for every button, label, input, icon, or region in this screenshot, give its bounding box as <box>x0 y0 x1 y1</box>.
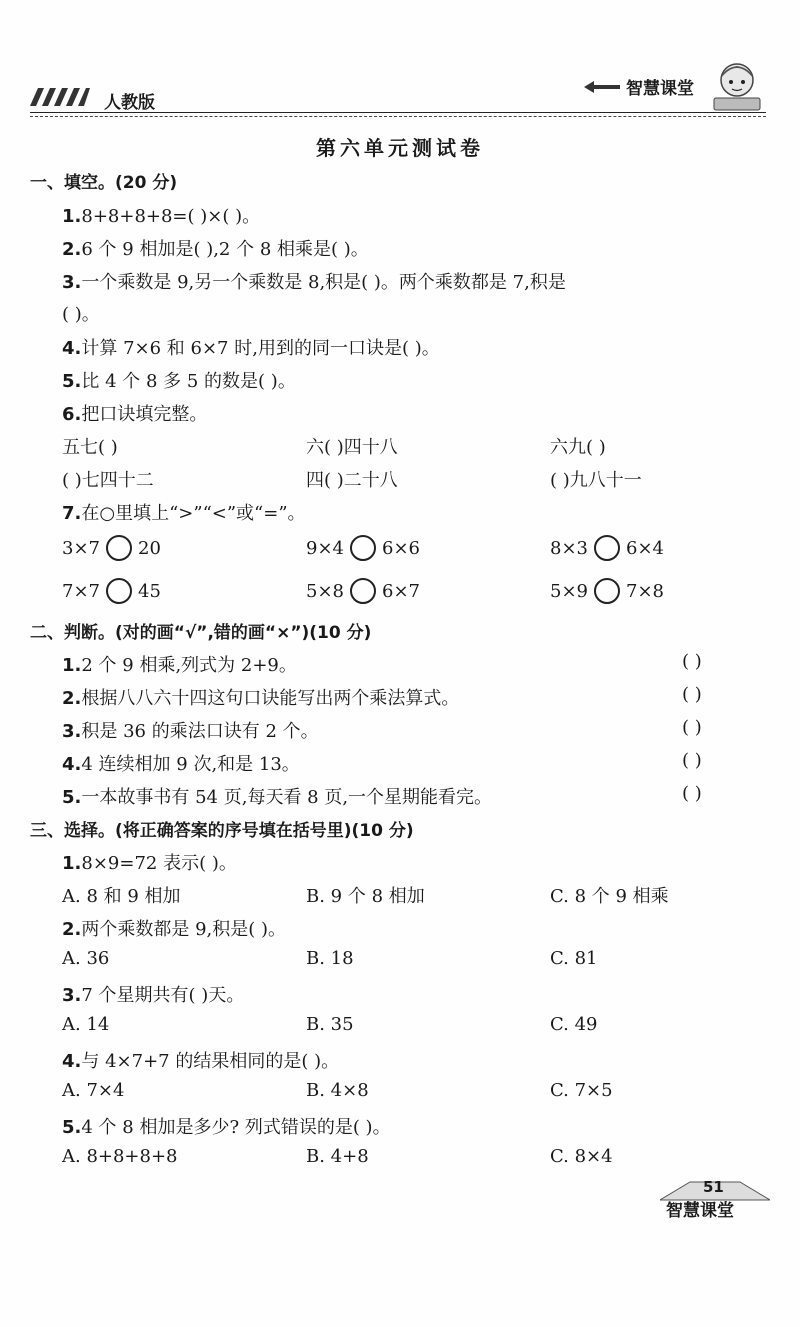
option[interactable]: C. 8 个 9 相乘 <box>550 886 669 907</box>
mnemonic-blank: ( )九八十一 <box>550 470 642 491</box>
option[interactable]: B. 4×8 <box>306 1080 369 1101</box>
s3-question: 3.7 个星期共有( )天。 <box>62 985 245 1006</box>
compare-item: 3×7 20 <box>62 535 161 561</box>
mnemonic-blank: ( )七四十二 <box>62 470 154 491</box>
answer-paren[interactable]: ( ) <box>682 717 702 738</box>
s2-item: 1.2 个 9 相乘,列式为 2+9。 <box>62 655 297 676</box>
option[interactable]: A. 8+8+8+8 <box>62 1146 178 1167</box>
answer-paren[interactable]: ( ) <box>682 750 702 771</box>
compare-circle[interactable] <box>106 535 132 561</box>
s3-question: 4.与 4×7+7 的结果相同的是( )。 <box>62 1051 340 1072</box>
answer-paren[interactable]: ( ) <box>682 684 702 705</box>
mnemonic-blank: 四( )二十八 <box>306 470 398 491</box>
s3-question: 5.4 个 8 相加是多少? 列式错误的是( )。 <box>62 1117 391 1138</box>
compare-circle[interactable] <box>106 578 132 604</box>
section-3-heading: 三、选择。(将正确答案的序号填在括号里)(10 分) <box>30 821 414 841</box>
s1-question-3-continued: ( )。 <box>62 304 100 325</box>
question-text: 一个乘数是 9,另一个乘数是 8,积是( )。两个乘数都是 7,积是 <box>81 272 566 293</box>
section-1-heading: 一、填空。(20 分) <box>30 173 178 193</box>
compare-item: 9×4 6×6 <box>306 535 420 561</box>
s2-item: 4.4 连续相加 9 次,和是 13。 <box>62 754 300 775</box>
option[interactable]: C. 7×5 <box>550 1080 613 1101</box>
compare-item: 5×9 7×8 <box>550 578 664 604</box>
option[interactable]: A. 36 <box>62 948 110 969</box>
option[interactable]: B. 35 <box>306 1014 354 1035</box>
option[interactable]: B. 18 <box>306 948 354 969</box>
s1-question-5 <box>62 367 296 393</box>
question-number: 7. <box>62 503 82 524</box>
compare-circle[interactable] <box>350 578 376 604</box>
option[interactable]: A. 7×4 <box>62 1080 125 1101</box>
header-dashed-rule <box>30 116 766 117</box>
mnemonic-blank: 六( )四十八 <box>306 437 398 458</box>
question-text: 6 个 9 相加是( ),2 个 8 相乘是( )。 <box>81 239 369 260</box>
arrow-left-icon <box>584 81 620 93</box>
question-number: 2. <box>62 239 82 260</box>
option[interactable]: C. 81 <box>550 948 598 969</box>
question-text: 计算 7×6 和 6×7 时,用到的同一口诀是( )。 <box>81 338 440 359</box>
option[interactable]: A. 14 <box>62 1014 110 1035</box>
s3-question: 1.8×9=72 表示( )。 <box>62 853 237 874</box>
footer-brand: 智慧课堂 <box>666 1201 734 1221</box>
question-text: 把口诀填完整。 <box>81 404 208 425</box>
question-number: 4. <box>62 338 82 359</box>
s1-question-6 <box>62 400 207 426</box>
header-brand <box>584 74 694 99</box>
question-number: 5. <box>62 371 82 392</box>
header-brand-text: 智慧课堂 <box>626 79 694 99</box>
compare-item: 7×7 45 <box>62 578 161 604</box>
header-rule <box>30 112 766 113</box>
header-stripes-decoration <box>30 88 90 106</box>
s1-question-3 <box>62 268 566 294</box>
s1-question-4 <box>62 334 440 360</box>
header-edition: 人教版 <box>104 93 155 113</box>
option[interactable]: A. 8 和 9 相加 <box>62 886 181 907</box>
mnemonic-blank: 五七( ) <box>62 437 118 458</box>
girl-mascot-icon <box>706 56 768 112</box>
question-number: 3. <box>62 272 82 293</box>
s2-item: 3.积是 36 的乘法口诀有 2 个。 <box>62 721 319 742</box>
option[interactable]: C. 8×4 <box>550 1146 613 1167</box>
question-number: 1. <box>62 206 82 227</box>
question-text: 在○里填上“>”“<”或“=”。 <box>81 503 306 524</box>
option[interactable]: B. 4+8 <box>306 1146 369 1167</box>
s3-question: 2.两个乘数都是 9,积是( )。 <box>62 919 287 940</box>
mnemonic-blank: 六九( ) <box>550 437 606 458</box>
s2-item: 5.一本故事书有 54 页,每天看 8 页,一个星期能看完。 <box>62 787 493 808</box>
answer-paren[interactable]: ( ) <box>682 651 702 672</box>
compare-circle[interactable] <box>594 535 620 561</box>
compare-circle[interactable] <box>350 535 376 561</box>
s1-question-2 <box>62 235 369 261</box>
page-number: 51 <box>703 1178 724 1196</box>
compare-item: 8×3 6×4 <box>550 535 664 561</box>
option[interactable]: B. 9 个 8 相加 <box>306 886 425 907</box>
section-2-heading: 二、判断。(对的画“√”,错的画“×”)(10 分) <box>30 623 372 643</box>
answer-paren[interactable]: ( ) <box>682 783 702 804</box>
question-number: 6. <box>62 404 82 425</box>
option[interactable]: C. 49 <box>550 1014 598 1035</box>
s1-question-1 <box>62 202 260 228</box>
question-text: 比 4 个 8 多 5 的数是( )。 <box>81 371 296 392</box>
compare-circle[interactable] <box>594 578 620 604</box>
question-text: 8+8+8+8=( )×( )。 <box>81 206 261 227</box>
s1-question-7 <box>62 499 306 525</box>
s2-item: 2.根据八八六十四这句口诀能写出两个乘法算式。 <box>62 688 460 709</box>
compare-item: 5×8 6×7 <box>306 578 420 604</box>
page-title: 第六单元测试卷 <box>316 136 484 160</box>
